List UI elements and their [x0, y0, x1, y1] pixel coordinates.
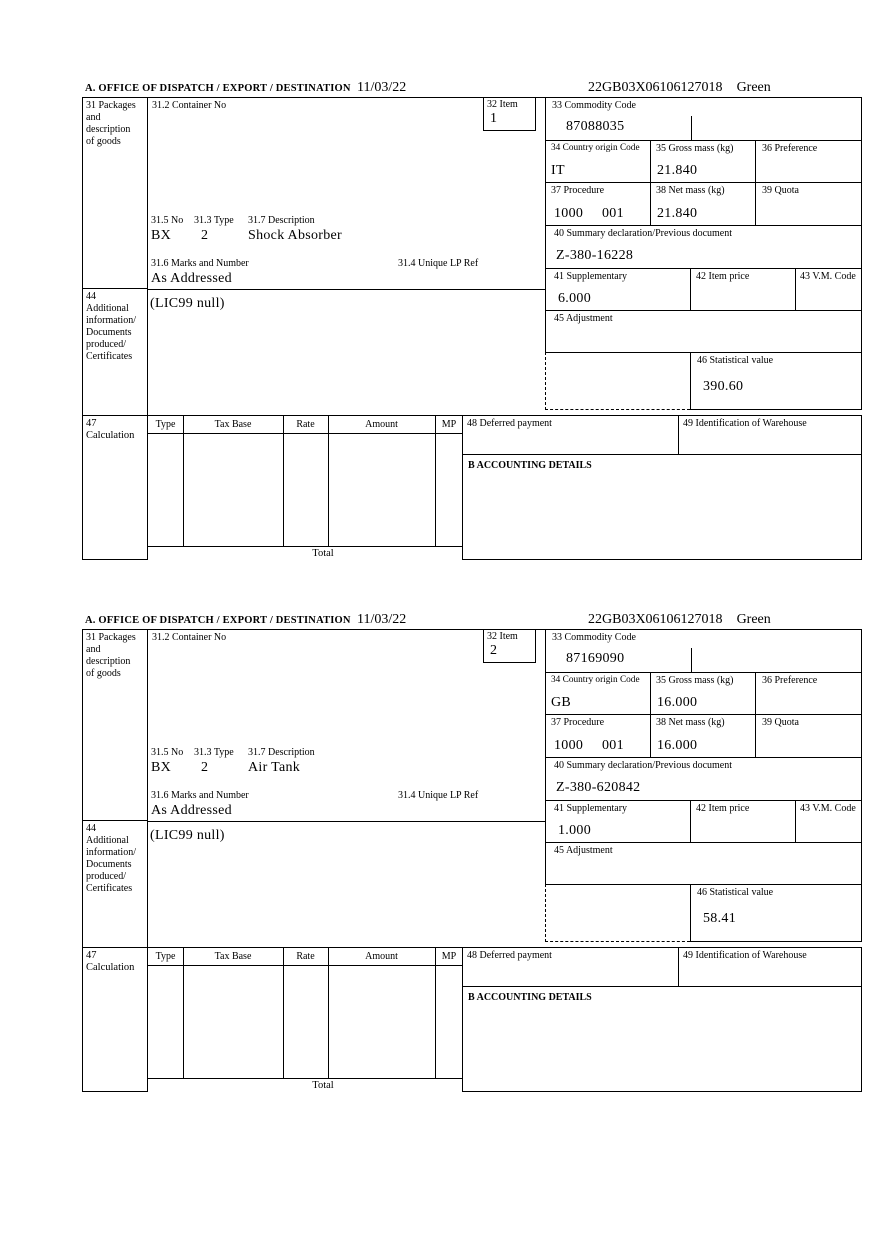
table-vline: [283, 948, 284, 1078]
box-36-preference: [755, 140, 862, 182]
box-33-commodity-code: [545, 629, 862, 672]
mrn-number: 22GB03X06106127018: [588, 80, 723, 95]
commodity-code-value: 87088035: [566, 119, 625, 134]
box-47-caption: [82, 947, 147, 1092]
label-line: Additional: [86, 303, 129, 314]
office-of-dispatch-label: A. OFFICE OF DISPATCH / EXPORT / DESTINATION: [85, 83, 351, 94]
net-mass-value: 21.840: [657, 206, 698, 221]
procedure-ext-value: 001: [602, 206, 624, 221]
label-line: Calculation: [86, 962, 135, 973]
country-origin-label: 34 Country origin Code: [551, 143, 640, 153]
box-39-quota: [755, 714, 862, 757]
gross-mass-value: 16.000: [657, 695, 698, 710]
unique-lp-ref-label: 31.4 Unique LP Ref: [398, 258, 479, 269]
box-32-item: [483, 630, 536, 663]
statistical-dash-area: [545, 884, 690, 942]
section-header: [82, 80, 863, 96]
package-count-value: 2: [201, 760, 209, 775]
table-vline: [283, 416, 284, 546]
package-code-value: BX: [151, 760, 172, 775]
box-45-adjustment: [545, 310, 862, 352]
total-label: Total: [312, 548, 334, 559]
label-line: produced/: [86, 339, 126, 350]
label-line: 31 Packages: [86, 100, 136, 111]
declaration-item-copy: [82, 612, 863, 1093]
box-45-adjustment: [545, 842, 862, 884]
box-31-caption-text: [86, 632, 136, 680]
label-line: 47: [86, 418, 97, 429]
box-35-gross-mass: [650, 140, 755, 182]
label-line: Documents: [86, 859, 132, 870]
net-mass-label: 38 Net mass (kg): [656, 185, 725, 196]
box-48-deferred-payment: [462, 947, 678, 987]
packages-no-label: 31.5 No: [151, 215, 184, 226]
box-34-country-origin: [545, 140, 650, 182]
box-49-warehouse: [678, 947, 862, 987]
supplementary-value: 6.000: [558, 291, 591, 306]
gross-mass-label: 35 Gross mass (kg): [656, 143, 734, 154]
label-line: Documents: [86, 327, 132, 338]
box-31-goods: [147, 97, 545, 415]
marks-value: As Addressed: [151, 271, 232, 286]
item-number-value: 2: [490, 643, 498, 658]
statistical-value: 390.60: [703, 379, 744, 394]
col-header-tax-base: Tax Base: [214, 419, 252, 430]
box-35-gross-mass: [650, 672, 755, 714]
commodity-code-value: 87169090: [566, 651, 625, 666]
commodity-code-separator: [691, 648, 692, 672]
marks-value: As Addressed: [151, 803, 232, 818]
table-header-rule: [148, 965, 463, 966]
preference-label: 36 Preference: [762, 675, 818, 686]
box-31-goods: [147, 629, 545, 947]
country-origin-label: 34 Country origin Code: [551, 675, 640, 685]
box-32-item: [483, 98, 536, 131]
statistical-value-label: 46 Statistical value: [697, 887, 774, 898]
col-header-amount: Amount: [365, 951, 398, 962]
label-line: Additional: [86, 835, 129, 846]
box-49-warehouse: [678, 415, 862, 455]
net-mass-value: 16.000: [657, 738, 698, 753]
goods-description-value: Shock Absorber: [248, 228, 343, 243]
box-38-net-mass: [650, 714, 755, 757]
label-line: information/: [86, 315, 136, 326]
adjustment-label: 45 Adjustment: [554, 313, 613, 324]
declaration-date: 11/03/22: [357, 80, 407, 95]
vm-code-label: 43 V.M. Code: [800, 803, 856, 814]
table-vline: [328, 948, 329, 1078]
table-vline: [183, 948, 184, 1078]
warehouse-label: 49 Identification of Warehouse: [683, 418, 807, 429]
label-line: produced/: [86, 871, 126, 882]
container-no-label: 31.2 Container No: [152, 100, 227, 111]
box-44-caption: [82, 288, 147, 415]
col-header-amount: Amount: [365, 419, 398, 430]
deferred-payment-label: 48 Deferred payment: [467, 418, 552, 429]
adjustment-label: 45 Adjustment: [554, 845, 613, 856]
deferred-payment-label: 48 Deferred payment: [467, 950, 552, 961]
box-43-vm-code: [795, 268, 862, 310]
gross-mass-label: 35 Gross mass (kg): [656, 675, 734, 686]
label-line: and: [86, 644, 101, 655]
procedure-ext-value: 001: [602, 738, 624, 753]
accounting-details-label: B ACCOUNTING DETAILS: [468, 992, 592, 1003]
box-48-deferred-payment: [462, 415, 678, 455]
quota-label: 39 Quota: [762, 717, 799, 728]
box-47-caption: [82, 415, 147, 560]
table-header-rule: [148, 433, 463, 434]
declaration-date: 11/03/22: [357, 612, 407, 627]
routing-status: Green: [736, 80, 771, 95]
box-36-preference: [755, 672, 862, 714]
label-line: Calculation: [86, 430, 135, 441]
box-44-caption-text: [86, 823, 136, 895]
box-31-caption-text: [86, 100, 136, 148]
col-header-rate: Rate: [296, 951, 315, 962]
item-price-label: 42 Item price: [696, 803, 750, 814]
label-line: 44: [86, 823, 96, 834]
col-header-mp: MP: [441, 951, 457, 962]
table-vline: [183, 416, 184, 546]
country-origin-value: IT: [551, 163, 565, 178]
country-origin-value: GB: [551, 695, 572, 710]
description-label: 31.7 Description: [248, 747, 315, 758]
packages-type-label: 31.3 Type: [194, 747, 234, 758]
procedure-value: 1000: [554, 206, 584, 221]
declaration-item-copy: [82, 80, 863, 561]
procedure-value: 1000: [554, 738, 584, 753]
supplementary-value: 1.000: [558, 823, 591, 838]
packages-type-label: 31.3 Type: [194, 215, 234, 226]
label-line: Certificates: [86, 883, 133, 894]
box-39-quota: [755, 182, 862, 225]
supplementary-label: 41 Supplementary: [554, 803, 628, 814]
box-37-procedure: [545, 182, 650, 225]
accounting-details-area: [462, 987, 862, 1092]
box-43-vm-code: [795, 800, 862, 842]
label-line: of goods: [86, 668, 121, 679]
statistical-dash-area: [545, 352, 690, 410]
routing-status: Green: [736, 612, 771, 627]
section-header: [82, 612, 863, 628]
label-line: description: [86, 656, 131, 667]
net-mass-label: 38 Net mass (kg): [656, 717, 725, 728]
commodity-code-label: 33 Commodity Code: [552, 632, 636, 643]
procedure-label: 37 Procedure: [551, 185, 605, 196]
preference-label: 36 Preference: [762, 143, 818, 154]
box-41-supplementary: [545, 800, 690, 842]
vm-code-label: 43 V.M. Code: [800, 271, 856, 282]
package-code-value: BX: [151, 228, 172, 243]
quota-label: 39 Quota: [762, 185, 799, 196]
marks-and-number-label: 31.6 Marks and Number: [151, 258, 249, 269]
item-number-value: 1: [490, 111, 498, 126]
col-header-rate: Rate: [296, 419, 315, 430]
label-line: information/: [86, 847, 136, 858]
statistical-value-label: 46 Statistical value: [697, 355, 774, 366]
box-42-item-price: [690, 800, 795, 842]
accounting-details-label: B ACCOUNTING DETAILS: [468, 460, 592, 471]
previous-document-label: 40 Summary declaration/Previous document: [554, 228, 733, 239]
item-label: 32 Item: [487, 631, 518, 642]
table-vline: [328, 416, 329, 546]
office-of-dispatch-label: A. OFFICE OF DISPATCH / EXPORT / DESTINATION: [85, 615, 351, 626]
label-line: 44: [86, 291, 96, 302]
col-header-tax-base: Tax Base: [214, 951, 252, 962]
total-label: Total: [312, 1080, 334, 1091]
label-line: 31 Packages: [86, 632, 136, 643]
total-row: [148, 1078, 463, 1093]
previous-document-value: Z-380-620842: [556, 780, 641, 795]
commodity-code-label: 33 Commodity Code: [552, 100, 636, 111]
box-33-commodity-code: [545, 97, 862, 140]
box-44-caption-text: [86, 291, 136, 363]
box-34-country-origin: [545, 672, 650, 714]
table-vline: [435, 948, 436, 1078]
item-price-label: 42 Item price: [696, 271, 750, 282]
description-label: 31.7 Description: [248, 215, 315, 226]
movement-reference: [588, 80, 771, 96]
additional-info-value: (LIC99 null): [150, 828, 225, 843]
goods-description-value: Air Tank: [248, 760, 301, 775]
box-40-previous-document: [545, 225, 862, 268]
box-31-caption: [82, 97, 147, 288]
box-44-divider: [148, 289, 546, 290]
box-31-caption: [82, 629, 147, 820]
box-44-divider: [148, 821, 546, 822]
label-line: Certificates: [86, 351, 133, 362]
previous-document-label: 40 Summary declaration/Previous document: [554, 760, 733, 771]
box-38-net-mass: [650, 182, 755, 225]
box-47-caption-text: [86, 418, 134, 442]
box-40-previous-document: [545, 757, 862, 800]
movement-reference: [588, 612, 771, 628]
previous-document-value: Z-380-16228: [556, 248, 634, 263]
col-header-mp: MP: [441, 419, 457, 430]
warehouse-label: 49 Identification of Warehouse: [683, 950, 807, 961]
label-line: of goods: [86, 136, 121, 147]
box-42-item-price: [690, 268, 795, 310]
statistical-value: 58.41: [703, 911, 736, 926]
item-label: 32 Item: [487, 99, 518, 110]
accounting-details-area: [462, 455, 862, 560]
procedure-label: 37 Procedure: [551, 717, 605, 728]
unique-lp-ref-label: 31.4 Unique LP Ref: [398, 790, 479, 801]
col-header-type: Type: [155, 951, 176, 962]
box-47-caption-text: [86, 950, 134, 974]
box-41-supplementary: [545, 268, 690, 310]
calculation-table: [147, 415, 462, 560]
calculation-table: [147, 947, 462, 1092]
col-header-type: Type: [155, 419, 176, 430]
box-46-statistical-value: [690, 352, 862, 410]
label-line: description: [86, 124, 131, 135]
commodity-code-separator: [691, 116, 692, 140]
gross-mass-value: 21.840: [657, 163, 698, 178]
box-46-statistical-value: [690, 884, 862, 942]
table-vline: [435, 416, 436, 546]
packages-no-label: 31.5 No: [151, 747, 184, 758]
label-line: and: [86, 112, 101, 123]
package-count-value: 2: [201, 228, 209, 243]
box-37-procedure: [545, 714, 650, 757]
supplementary-label: 41 Supplementary: [554, 271, 628, 282]
additional-info-value: (LIC99 null): [150, 296, 225, 311]
mrn-number: 22GB03X06106127018: [588, 612, 723, 627]
total-row: [148, 546, 463, 561]
container-no-label: 31.2 Container No: [152, 632, 227, 643]
box-44-caption: [82, 820, 147, 947]
marks-and-number-label: 31.6 Marks and Number: [151, 790, 249, 801]
label-line: 47: [86, 950, 97, 961]
